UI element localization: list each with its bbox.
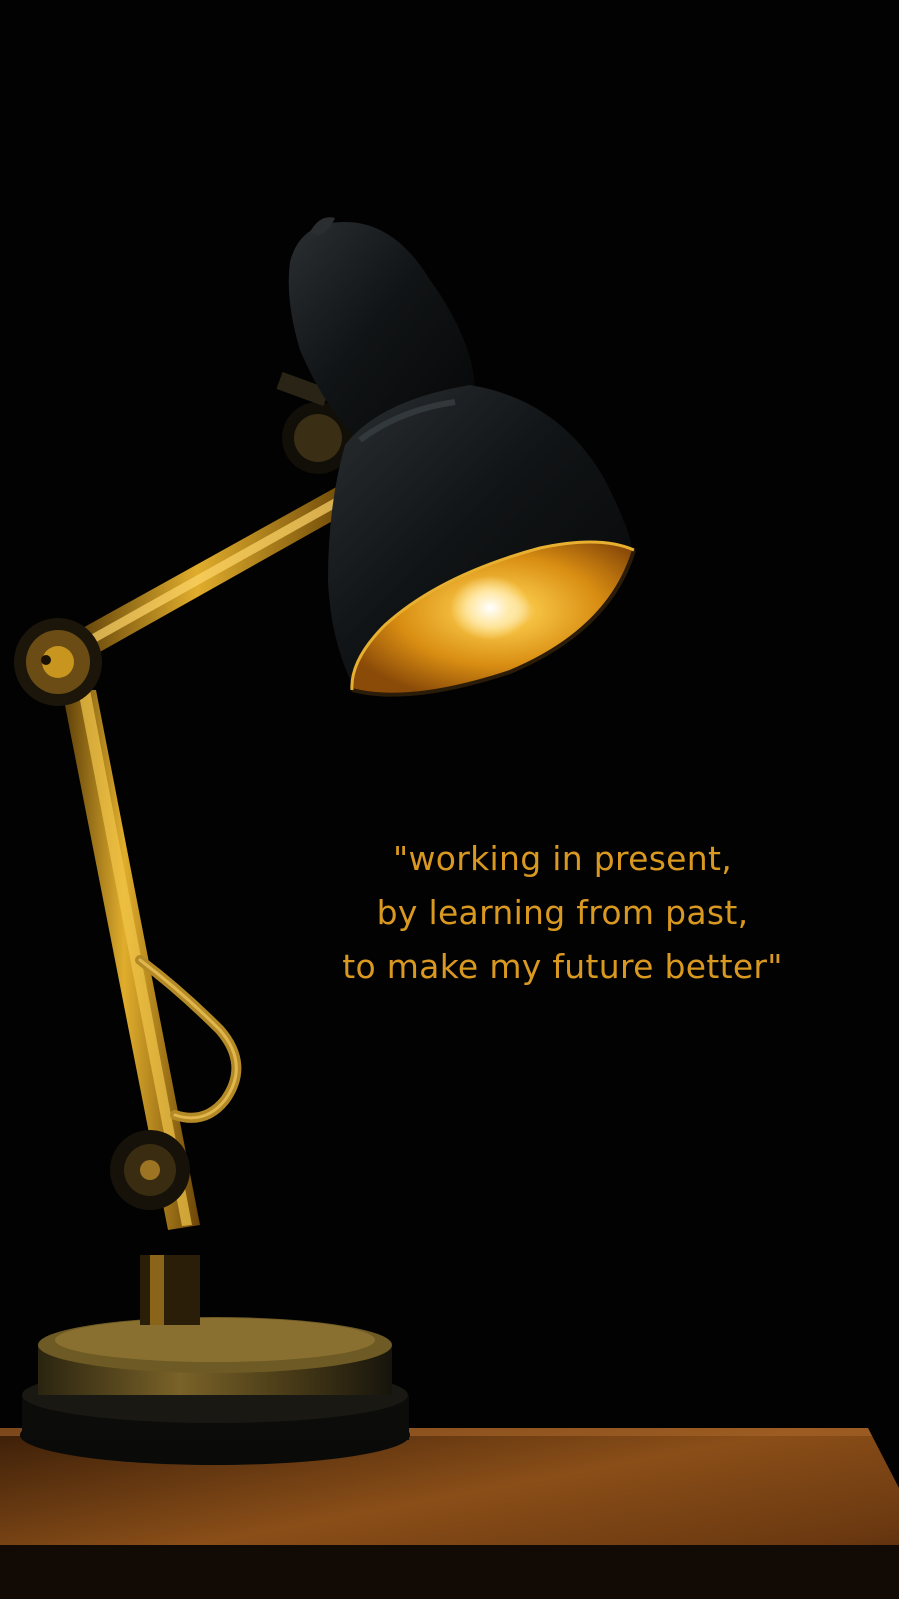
bulb-glow xyxy=(450,576,530,640)
quote-line-1: "working in present, xyxy=(392,839,733,878)
lamp-base xyxy=(20,1255,410,1465)
quote-text xyxy=(310,832,815,994)
quote-line-2: by learning from past, xyxy=(376,893,749,932)
lamp-lower-arm xyxy=(62,690,236,1230)
quote-line-3: to make my future better" xyxy=(342,947,783,986)
lamp-upper-arm xyxy=(14,372,354,706)
